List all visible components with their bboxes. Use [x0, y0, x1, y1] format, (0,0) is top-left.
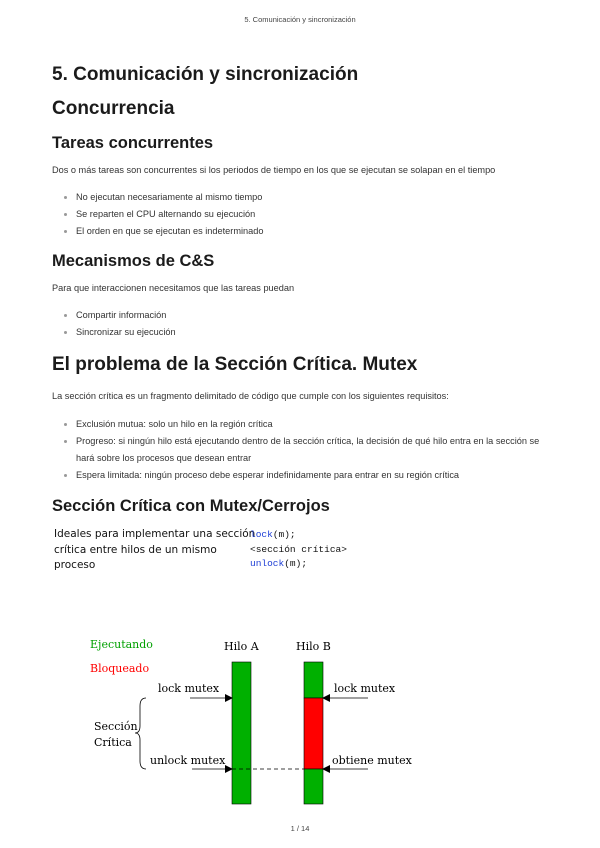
mutex-description-line: Ideales para implementar una sección [54, 528, 256, 540]
mutex-description-line: crítica entre hilos de un mismo [54, 543, 217, 556]
mutex-description-line: proceso [54, 559, 96, 571]
page-number: 1 / 14 [290, 824, 310, 833]
code-args: (m); [272, 529, 296, 540]
thread-b-running-bar-bottom [304, 769, 323, 804]
thread-b-label: Hilo B [296, 640, 331, 653]
code-keyword-lock: lock [250, 529, 273, 540]
code-args: (m); [284, 558, 308, 569]
section-title-seccion-critica: El problema de la Sección Crítica. Mutex [52, 354, 418, 375]
critical-section-label-line2: Crítica [94, 736, 132, 749]
page-content [52, 62, 552, 579]
code-keyword-unlock: unlock [250, 558, 285, 569]
tareas-paragraph: Dos o más tareas son concurrentes si los periodos de tiempo en los que se ejecutan se solapan en el tiempo [52, 165, 496, 175]
subsection-title-mutex: Sección Crítica con Mutex/Cerrojos [52, 497, 330, 515]
list-item: Progreso: si ningún hilo está ejecutando dentro de la sección crítica, la decisión de qué hilo entra en la sección se hará sobre los procesos que desean entrar [52, 433, 552, 467]
thread-b-running-bar-top [304, 662, 323, 698]
subsection-title-mecanismos: Mecanismos de C&S [52, 252, 215, 270]
thread-a-label: Hilo A [224, 640, 259, 653]
list-item: No ejecutan necesariamente al mismo tiempo [52, 189, 552, 206]
list-item: Sincronizar su ejecución [52, 324, 552, 341]
legend-running: Ejecutando [90, 638, 153, 651]
legend-blocked: Bloqueado [90, 662, 150, 675]
code-block [250, 528, 347, 572]
mecanismos-paragraph: Para que interaccionen necesitamos que las tareas puedan [52, 283, 295, 293]
unlock-label-a: unlock mutex [150, 754, 226, 767]
code-line-critical: <sección crítica> [250, 543, 347, 555]
mecanismos-list [52, 307, 552, 341]
critical-section-label-line1: Sección [94, 720, 138, 733]
list-item: Exclusión mutua: solo un hilo en la región crítica [52, 416, 552, 433]
thread-b-blocked-bar [304, 698, 323, 769]
lock-label-b: lock mutex [334, 682, 396, 695]
obtains-label-b: obtiene mutex [332, 754, 412, 767]
mutex-timeline-diagram [86, 630, 426, 810]
requisitos-list [52, 416, 552, 484]
critical-section-brace [135, 698, 146, 769]
mutex-snippet [52, 527, 552, 579]
lock-label-a: lock mutex [158, 682, 220, 695]
running-header: 5. Comunicación y sincronización [244, 15, 356, 24]
seccion-critica-paragraph: La sección crítica es un fragmento delimitado de código que cumple con los siguientes requisitos: [52, 391, 449, 401]
list-item: El orden en que se ejecutan es indeterminado [52, 223, 552, 240]
list-item: Se reparten el CPU alternando su ejecución [52, 206, 552, 223]
subsection-title-tareas: Tareas concurrentes [52, 134, 214, 152]
code-line-lock [250, 528, 347, 543]
tareas-list [52, 189, 552, 240]
chapter-title: 5. Comunicación y sincronización [52, 64, 359, 85]
list-item: Compartir información [52, 307, 552, 324]
mutex-description [54, 527, 264, 574]
section-title-concurrencia: Concurrencia [52, 98, 175, 119]
list-item: Espera limitada: ningún proceso debe esperar indefinidamente para entrar en su región crítica [52, 467, 552, 484]
thread-a-running-bar [232, 662, 251, 804]
code-line-unlock [250, 557, 347, 572]
